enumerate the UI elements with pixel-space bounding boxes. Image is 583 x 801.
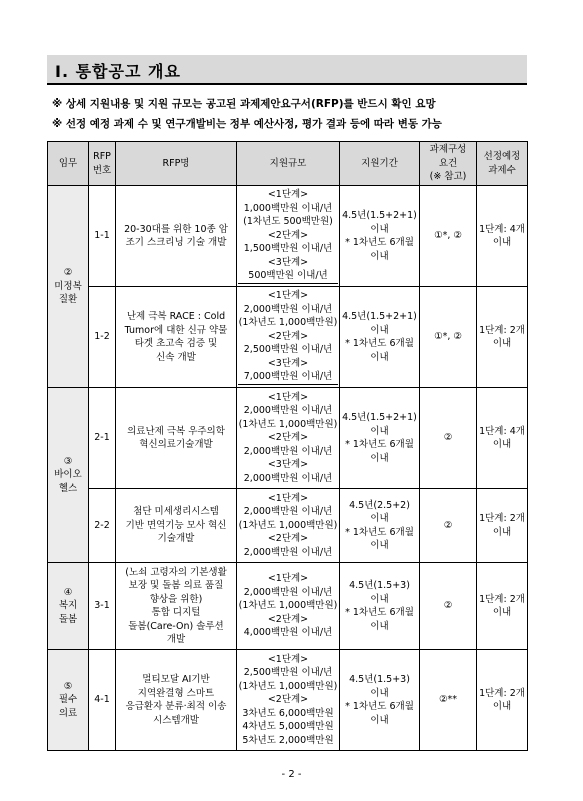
support-scale: <1단계> 2,000백만원 이내/년 (1차년도 1,000백만원) <2단계> 2,500백만원 이내/년 <3단계> 7,000백만원 이내/년 bbox=[237, 287, 340, 388]
requirements: ② bbox=[420, 563, 477, 650]
rfp-number: 4-1 bbox=[89, 650, 116, 751]
requirements: ② bbox=[420, 388, 477, 489]
selection-count: 1단계: 4개 이내 bbox=[477, 388, 528, 489]
rfp-name: 난제 극복 RACE : Cold Tumor에 대한 신규 약물 타겟 초고속 검증 및 신속 개발 bbox=[116, 287, 237, 388]
selection-count: 1단계: 4개 이내 bbox=[477, 186, 528, 287]
page-number: - 2 - bbox=[281, 769, 302, 780]
support-period: 4.5년(1.5+3) 이내 * 1차년도 6개월 이내 bbox=[340, 650, 420, 751]
support-scale: <1단계> 2,000백만원 이내/년 (1차년도 1,000백만원) <2단계> 2,000백만원 이내/년 <3단계> 2,000백만원 이내/년 bbox=[237, 388, 340, 489]
title-underline bbox=[47, 83, 527, 85]
header-count: 선정예정 과제수 bbox=[477, 142, 528, 186]
rfp-number: 1-2 bbox=[89, 287, 116, 388]
header-rfp-name: RFP명 bbox=[116, 142, 237, 186]
mission-cell: ② 미정복 질환 bbox=[48, 186, 89, 388]
table-row bbox=[48, 489, 528, 563]
support-scale: <1단계> 2,000백만원 이내/년 (1차년도 1,000백만원) <2단계> 2,000백만원 이내/년 bbox=[237, 489, 340, 563]
rfp-name: 멀티모달 AI기반 지역완결형 스마트 응급환자 분류·최적 이송 시스템개발 bbox=[116, 650, 237, 751]
header-scale: 지원규모 bbox=[237, 142, 340, 186]
header-period: 지원기간 bbox=[340, 142, 420, 186]
support-period: 4.5년(1.5+2+1) 이내 * 1차년도 6개월 이내 bbox=[340, 388, 420, 489]
requirements: ②** bbox=[420, 650, 477, 751]
header-rfp-no: RFP 번호 bbox=[89, 142, 116, 186]
mission-cell: ③ 바이오 헬스 bbox=[48, 388, 89, 563]
support-period: 4.5년(1.5+2+1) 이내 * 1차년도 6개월 이내 bbox=[340, 287, 420, 388]
rfp-number: 1-1 bbox=[89, 186, 116, 287]
table-row bbox=[48, 563, 528, 650]
support-scale: <1단계> 2,500백만원 이내/년 (1차년도 1,000백만원) <2단계> 3차년도 6,000백만원 4차년도 5,000백만원 5차년도 2,000백만원 bbox=[237, 650, 340, 751]
support-period: 4.5년(2.5+2) 이내 * 1차년도 6개월 이내 bbox=[340, 489, 420, 563]
table-row bbox=[48, 388, 528, 489]
selection-count: 1단계: 2개 이내 bbox=[477, 287, 528, 388]
selection-count: 1단계: 2개 이내 bbox=[477, 650, 528, 751]
announcement-table bbox=[47, 141, 528, 751]
rfp-name: 첨단 미세생리시스템 기반 면역기능 모사 혁신 기술개발 bbox=[116, 489, 237, 563]
requirements: ② bbox=[420, 489, 477, 563]
support-period: 4.5년(1.5+3) 이내 * 1차년도 6개월 이내 bbox=[340, 563, 420, 650]
table-row bbox=[48, 287, 528, 388]
support-period: 4.5년(1.5+2+1) 이내 * 1차년도 6개월 이내 bbox=[340, 186, 420, 287]
section-title: Ⅰ. 통합공고 개요 bbox=[55, 62, 181, 81]
rfp-number: 2-2 bbox=[89, 489, 116, 563]
table-row bbox=[48, 650, 528, 751]
support-scale: <1단계> 1,000백만원 이내/년 (1차년도 500백만원) <2단계> 1,500백만원 이내/년 <3단계> 500백만원 이내/년 bbox=[237, 186, 340, 287]
support-scale: <1단계> 2,000백만원 이내/년 (1차년도 1,000백만원) <2단계> 4,000백만원 이내/년 bbox=[237, 563, 340, 650]
table-header-row bbox=[48, 142, 528, 186]
selection-count: 1단계: 2개 이내 bbox=[477, 563, 528, 650]
mission-cell: ⑤ 필수 의료 bbox=[48, 650, 89, 751]
requirements: ①*, ② bbox=[420, 287, 477, 388]
rfp-number: 2-1 bbox=[89, 388, 116, 489]
rfp-name: (노쇠 고령자의 기본생활 보장 및 돌봄 의료 품질 향상을 위한) 통합 디지털 돌봄(Care-On) 솔루션 개발 bbox=[116, 563, 237, 650]
note-budget: ※ 선정 예정 과제 수 및 연구개발비는 정부 예산사정, 평가 결과 등에 따라 변동 가능 bbox=[52, 118, 442, 130]
selection-count: 1단계: 2개 이내 bbox=[477, 489, 528, 563]
rfp-name: 의료난제 극복 우주의학 혁신의료기술개발 bbox=[116, 388, 237, 489]
header-mission: 임무 bbox=[48, 142, 89, 186]
mission-cell: ④ 복지 돌봄 bbox=[48, 563, 89, 650]
table-row bbox=[48, 186, 528, 287]
rfp-name: 20-30대를 위한 10종 암 조기 스크리닝 기술 개발 bbox=[116, 186, 237, 287]
note-rfp: ※ 상세 지원내용 및 지원 규모는 공고된 과제제안요구서(RFP)를 반드시 확인 요망 bbox=[52, 98, 436, 110]
requirements: ①*, ② bbox=[420, 186, 477, 287]
rfp-number: 3-1 bbox=[89, 563, 116, 650]
header-requirements: 과제구성 요건 (※ 참고) bbox=[420, 142, 477, 186]
